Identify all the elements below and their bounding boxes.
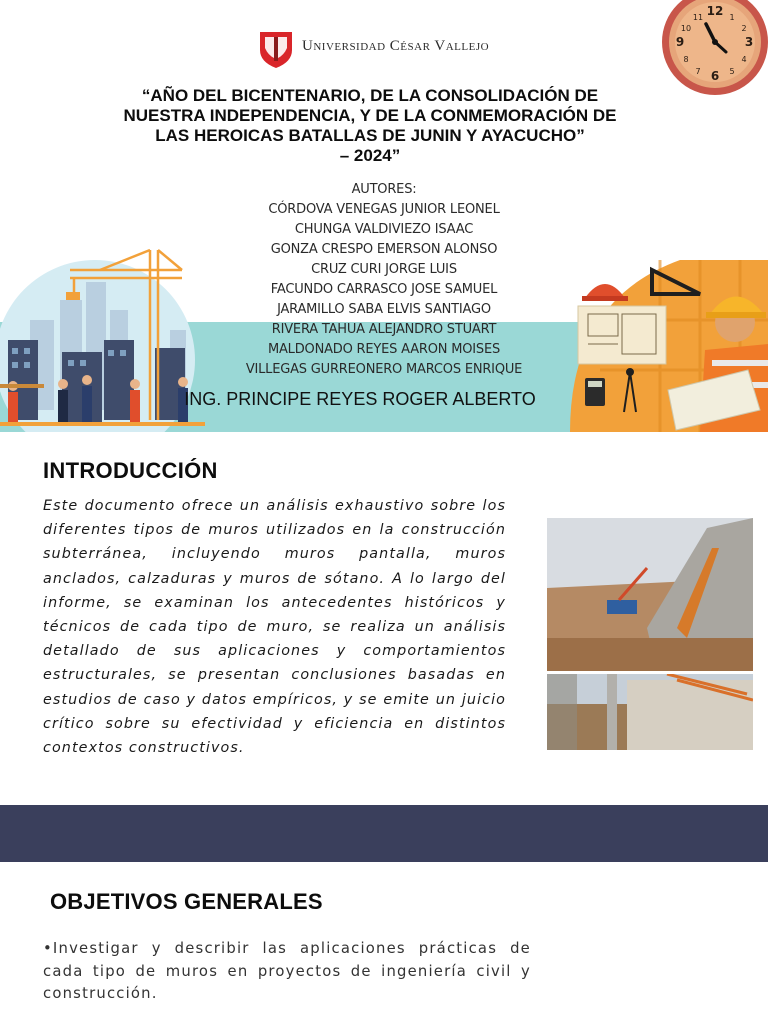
- author-name: VILLEGAS GURREONERO MARCOS ENRIQUE: [245, 362, 523, 377]
- year-title-line: NUESTRA INDEPENDENCIA, Y DE LA CONMEMORACIÓN DE: [123, 106, 617, 125]
- engineer-name: ING. PRINCIPE REYES ROGER ALBERTO: [184, 389, 536, 409]
- objectives-heading: OBJETIVOS GENERALES: [50, 889, 323, 914]
- clock-number-10: 10: [680, 24, 692, 33]
- clock-number-12: 12: [706, 4, 724, 18]
- introduction-heading: INTRODUCCIÓN: [43, 458, 218, 483]
- construction-photo-2: [547, 674, 753, 750]
- author-name: MALDONADO REYES AARON MOISES: [267, 342, 501, 357]
- authors-label: AUTORES:: [351, 182, 417, 197]
- construction-photo-1: [547, 518, 753, 671]
- year-title-line: LAS HEROICAS BATALLAS DE JUNIN Y AYACUCHO”: [155, 126, 585, 145]
- clock-number-1: 1: [729, 13, 735, 22]
- author-name: CÓRDOVA VENEGAS JUNIOR LEONEL: [268, 202, 500, 217]
- author-name: CRUZ CURI JORGE LUIS: [311, 262, 457, 277]
- year-title: [60, 86, 680, 166]
- clock-icon: [662, 0, 768, 98]
- author-name: JARAMILLO SABA ELVIS SANTIAGO: [277, 302, 491, 317]
- clock-number-3: 3: [744, 35, 754, 49]
- clock-number-4: 4: [741, 55, 747, 64]
- clock-number-9: 9: [675, 35, 685, 49]
- university-name: Universidad César Vallejo: [302, 38, 490, 54]
- section-divider: [0, 805, 768, 862]
- author-name: RIVERA TAHUA ALEJANDRO STUART: [271, 322, 497, 337]
- objectives-text: •Investigar y describir las aplicaciones prácticas de cada tipo de muros en proyectos de ingeniería civil y construcción.: [43, 940, 531, 1002]
- clock-number-6: 6: [710, 69, 720, 83]
- clock-number-8: 8: [683, 55, 689, 64]
- author-name: FACUNDO CARRASCO JOSE SAMUEL: [270, 282, 498, 297]
- year-title-line: “AÑO DEL BICENTENARIO, DE LA CONSOLIDACIÓN DE: [141, 86, 599, 105]
- clock-number-2: 2: [741, 24, 747, 33]
- clock-number-5: 5: [729, 67, 735, 76]
- year-title-line: – 2024”: [339, 146, 401, 165]
- authors-block: [160, 180, 608, 380]
- clock-number-11: 11: [692, 13, 704, 22]
- introduction-text: Este documento ofrece un análisis exhaustivo sobre los diferentes tipos de muros utilizados en la construcción subterránea, incluyendo muros pantalla, muros anclados, calzaduras y muros de sótano. A lo largo del informe, se examinan los antecedentes históricos y técnicos de cada tipo de muro, se realiza un análisis detallado de sus aplicaciones y comportamientos estructurales, se presentan conclusiones basadas en estudios de caso y datos empíricos, y se emite un juicio crítico sobre su efectividad y eficiencia en distintos contextos constructivos.: [43, 498, 506, 757]
- author-name: CHUNGA VALDIVIEZO ISAAC: [294, 222, 474, 237]
- clock-number-7: 7: [695, 67, 701, 76]
- author-name: GONZA CRESPO EMERSON ALONSO: [270, 242, 498, 257]
